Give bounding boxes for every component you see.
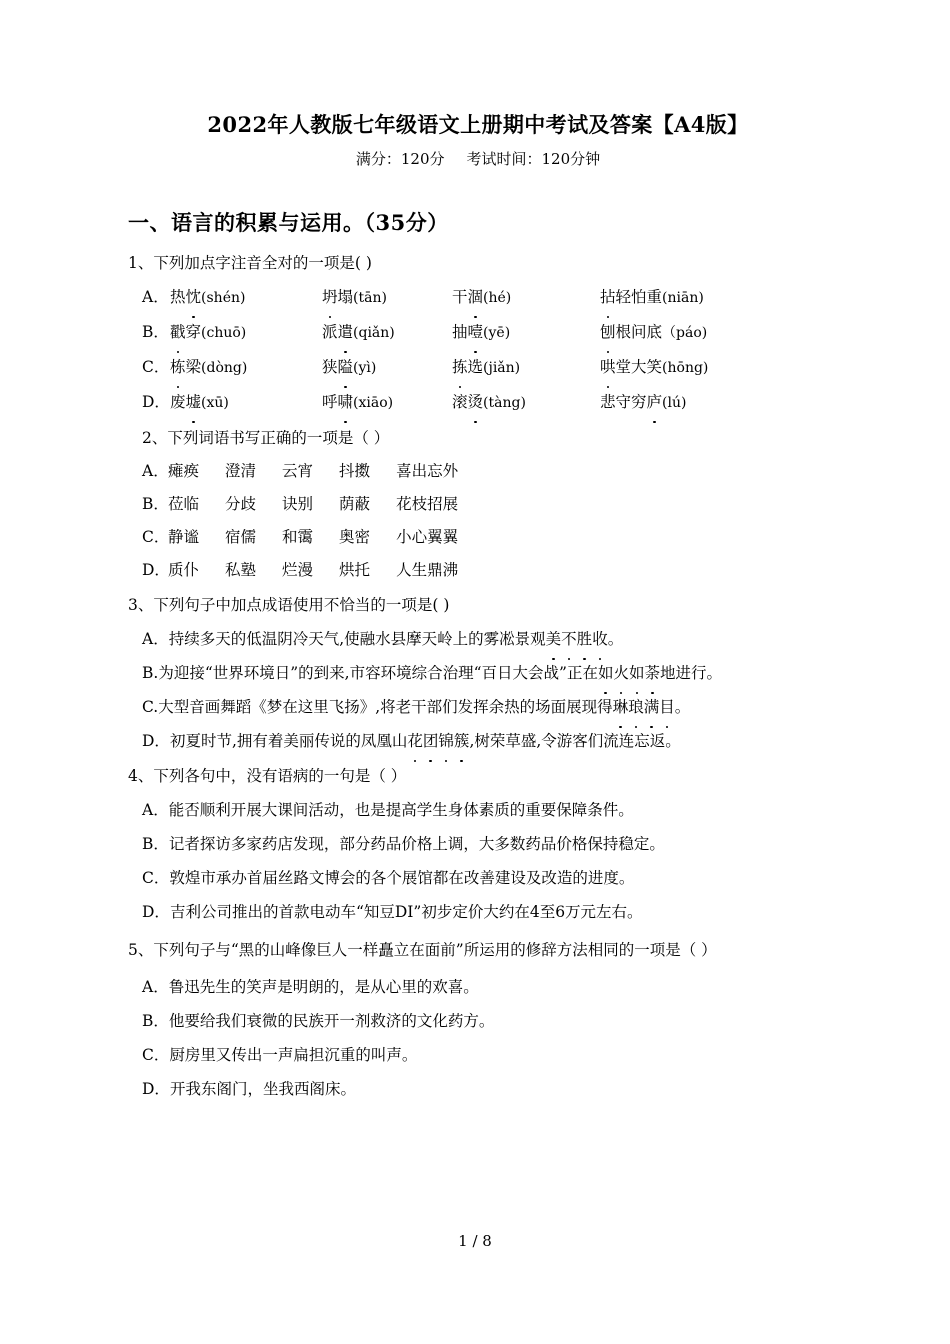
pinyin-annotation: (lú) [662,395,687,411]
option-label: B． [142,1012,169,1030]
option-label: C． [142,528,170,546]
question-stem-q4: 4、下列各句中，没有语病的一句是（ ） [128,767,407,785]
option-label: D． [142,732,170,750]
vocabulary-word: 莅临 [168,495,200,513]
option-row [128,970,828,1004]
pinyin-item: 拣选(jiǎn) [452,350,600,385]
option-text: 鲁迅先生的笑声是明朗的，是从心里的欢喜。 [168,978,479,996]
vocabulary-word: 宿儒 [225,528,257,546]
option-row [128,488,828,521]
pinyin-item: 抽噎(yē) [452,315,600,350]
emphasis-dot-char: 如 [598,656,614,690]
emphasis-dot-char: 如 [629,656,645,690]
exam-duration-label: 考试时间：120分钟 [466,150,601,168]
vocabulary-word: 人生鼎沸 [396,561,459,579]
page-footer: 1 / 8 [458,1232,492,1250]
emphasis-dot-char: 烫 [468,385,484,419]
pinyin-annotation: (yì) [353,360,377,376]
pinyin-annotation: (dòng) [201,360,248,376]
pinyin-annotation: (yē) [483,325,511,341]
emphasis-dot-char: 簇 [454,724,470,758]
emphasis-dot-char: 忱 [186,280,202,314]
vocabulary-word: 私塾 [225,561,257,579]
option-text: 大型音画舞蹈《梦在这里飞扬》,将老干部们发挥余热的场面展现得琳琅满目。 [158,698,690,716]
pinyin-item: 哄堂大笑(hōng) [600,350,708,385]
option-text: 能否顺利开展大课间活动，也是提高学生身体素质的重要保障条件。 [168,801,634,819]
emphasis-dot-char: 庐 [647,385,663,419]
emphasis-dot-char: 锦 [438,724,454,758]
pinyin-annotation: (hé) [483,290,512,306]
option-label: B． [142,323,169,341]
emphasis-dot-char: 琳 [613,690,629,724]
option-label: B． [142,495,169,513]
option-row [128,280,828,315]
question-stem-q1: 1、下列加点字注音全对的一项是( ) [128,254,372,272]
total-score-label: 满分：120分 [355,150,445,168]
emphasis-dot-char: 涸 [468,280,484,314]
question-stem-q2: 2、下列词语书写正确的一项是（ ） [142,429,390,447]
vocabulary-word: 抖擞 [339,462,371,480]
pinyin-annotation: （páo) [662,325,708,341]
page-content [128,110,828,1106]
pinyin-annotation: (jiǎn) [483,360,521,376]
emphasis-dot-char: 团 [423,724,439,758]
pinyin-annotation: (shén) [201,290,246,306]
pinyin-item: 栋梁(dòng) [170,350,322,385]
emphasis-dot-char: 遣 [338,315,354,349]
document-title: 2022年人教版七年级语文上册期中考试及答案【A4版】 [207,112,749,137]
vocabulary-word: 诀别 [282,495,314,513]
emphasis-dot-char: 栋 [170,350,186,384]
option-label: B. [142,664,159,682]
option-label: D． [142,903,170,921]
emphasis-dot-char: 墟 [186,385,202,419]
vocabulary-word: 静谧 [168,528,200,546]
pinyin-item: 派遣(qiǎn) [322,315,452,350]
emphasis-dot-char: 哄 [600,350,616,384]
option-row [128,690,828,724]
option-text: 吉利公司推出的首款电动车“知豆DI”初步定价大约在4至6万元左右。 [169,903,643,921]
vocabulary-word: 花枝招展 [396,495,459,513]
option-row [128,895,828,929]
emphasis-dot-char: 拈 [600,280,616,314]
emphasis-dot-char: 刨 [600,315,616,349]
option-row [128,827,828,861]
option-label: D． [142,393,170,411]
option-text: 记者探访多家药店发现，部分药品价格上调，大多数药品价格保持稳定。 [168,835,665,853]
option-label: B． [142,835,169,853]
pinyin-item: 狭隘(yì) [322,350,452,385]
pinyin-item: 滚烫(tàng) [452,385,600,420]
emphasis-dot-char: 不 [561,622,577,656]
option-text: 敦煌市承办首届丝路文博会的各个展馆都在改善建设及改造的进度。 [169,869,635,887]
vocabulary-word: 质仆 [168,561,200,579]
section-heading: 一、语言的积累与运用。（35分） [128,210,449,235]
option-row [128,861,828,895]
option-label: A． [142,801,169,819]
option-label: C． [142,358,170,376]
option-text: 初夏时节,拥有着美丽传说的凤凰山花团锦簇,树荣草盛,令游客们流连忘返。 [170,732,681,750]
emphasis-dot-char: 拣 [452,350,468,384]
option-label: A． [142,978,169,996]
emphasis-dot-char: 花 [407,724,423,758]
option-row [128,656,828,690]
pinyin-item: 废墟(xū) [170,385,322,420]
option-label: D． [142,1080,170,1098]
pinyin-item: 呼啸(xiāo) [322,385,452,420]
option-row [128,385,828,420]
option-text: 为迎接“世界环境日”的到来,市容环境综合治理“百日大会战”正在如火如荼地进行。 [158,664,722,682]
emphasis-dot-char: 胜 [577,622,593,656]
emphasis-dot-char: 目 [659,690,675,724]
pinyin-annotation: (xiāo) [353,395,394,411]
pinyin-item: 戳穿(chuō) [170,315,322,350]
pinyin-item: 坍塌(tān) [322,280,452,315]
option-label: A． [142,630,169,648]
questions-list [128,248,828,1106]
emphasis-dot-char: 火 [613,656,629,690]
emphasis-dot-char: 噎 [468,315,484,349]
vocabulary-word: 云宵 [282,462,314,480]
pinyin-item: 刨根问底（páo) [600,315,707,350]
option-row [128,622,828,656]
vocabulary-word: 小心翼翼 [396,528,459,546]
pinyin-annotation: (qiǎn) [353,325,395,341]
question-stem-q5: 5、下列句子与“黑的山峰像巨人一样矗立在面前”所运用的修辞方法相同的一项是（ ） [128,941,717,959]
option-text: 开我东阁门，坐我西阁床。 [169,1080,356,1098]
option-row [128,315,828,350]
vocabulary-word: 瘫痪 [168,462,200,480]
option-row [128,350,828,385]
option-row [128,1038,828,1072]
pinyin-item: 悲守穷庐(lú) [600,385,686,420]
option-text: 持续多天的低温阴冷天气,使融水县摩天岭上的雾凇景观美不胜收。 [169,630,624,648]
option-row [128,521,828,554]
emphasis-dot-char: 满 [644,690,660,724]
option-row [128,554,828,587]
option-row [128,724,828,758]
vocabulary-word: 烂漫 [282,561,314,579]
document-subtitle [128,146,828,172]
pinyin-item: 干涸(hé) [452,280,600,315]
emphasis-dot-char: 美 [546,622,562,656]
vocabulary-word: 烘托 [339,561,371,579]
option-row [128,455,828,488]
pinyin-item: 拈轻怕重(niān) [600,280,704,315]
vocabulary-word: 和霭 [282,528,314,546]
option-label: C． [142,869,170,887]
emphasis-dot-char: 荼 [645,656,661,690]
emphasis-dot-char: 收 [592,622,608,656]
vocabulary-word: 澄清 [225,462,257,480]
option-row [128,793,828,827]
pinyin-annotation: (tān) [353,290,387,306]
option-label: C． [142,1046,170,1064]
option-row [128,1072,828,1106]
option-text: 他要给我们衰微的民族开一剂救济的文化药方。 [168,1012,495,1030]
emphasis-dot-char: 啸 [338,385,354,419]
question-stem-q3: 3、下列句子中加点成语使用不恰当的一项是( ) [128,596,450,614]
emphasis-dot-char: 戳 [170,315,186,349]
option-label: A． [142,462,169,480]
pinyin-annotation: (tàng) [483,395,526,411]
pinyin-annotation: (xū) [201,395,229,411]
option-text: 厨房里又传出一声扁担沉重的叫声。 [169,1046,418,1064]
option-label: D． [142,561,170,579]
emphasis-dot-char: 隘 [338,350,354,384]
pinyin-annotation: (niān) [662,290,704,306]
pinyin-item: 热忱(shén) [170,280,322,315]
option-label: C. [142,698,159,716]
vocabulary-word: 喜出忘外 [396,462,459,480]
vocabulary-word: 荫蔽 [339,495,371,513]
pinyin-annotation: (hōng) [662,360,709,376]
option-label: A． [142,288,169,306]
option-row [128,1004,828,1038]
pinyin-annotation: (chuō) [201,325,247,341]
emphasis-dot-char: 琅 [628,690,644,724]
vocabulary-word: 奥密 [339,528,371,546]
emphasis-dot-char: 坍 [322,280,338,314]
vocabulary-word: 分歧 [225,495,257,513]
